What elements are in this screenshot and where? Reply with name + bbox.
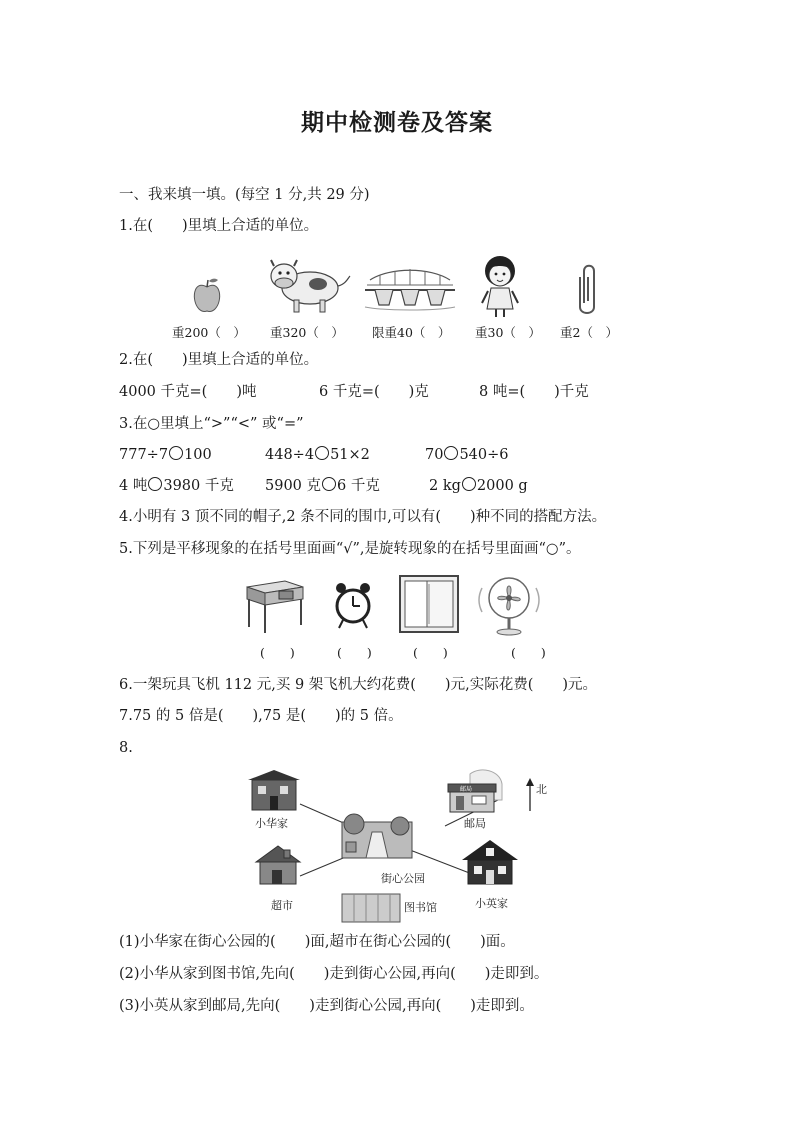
girl-icon	[482, 256, 518, 317]
post-office-icon	[448, 770, 502, 812]
library-label: 图书馆	[404, 901, 437, 914]
north-label: 北	[536, 783, 547, 796]
section-heading: 一、我来填一填。(每空 1 分,共 29 分)	[119, 187, 370, 203]
compare-circle[interactable]	[169, 446, 183, 460]
compare-circle[interactable]	[148, 477, 162, 491]
q1-label-girl: 重30（ ）	[475, 325, 541, 340]
q3-left: 5900 克	[265, 478, 322, 494]
q3-right: 100	[184, 447, 212, 463]
q3-left: 2 kg	[429, 478, 461, 494]
question-4: 4.小明有 3 顶不同的帽子,2 条不同的围巾,可以有( )种不同的搭配方法。	[119, 509, 607, 525]
q1-label-cow: 重320（ ）	[270, 325, 344, 340]
post-office-sign: 邮局	[460, 786, 473, 793]
q3-row-2	[119, 476, 528, 496]
q3-left: 777÷7	[119, 447, 169, 463]
q3-right: 6 千克	[337, 478, 380, 494]
xiaohua-home-icon	[248, 770, 300, 810]
xiaoying-home-icon	[462, 840, 518, 884]
compare-circle[interactable]	[444, 446, 458, 460]
compare-circle[interactable]	[322, 477, 336, 491]
library-icon	[342, 894, 400, 922]
question-8: 8.	[119, 740, 133, 756]
supermarket-label: 超市	[271, 899, 293, 912]
question-3: 3.在○里填上“>”“<” 或“=”	[119, 416, 304, 432]
q3-left: 4 吨	[119, 478, 148, 494]
paperclip-icon	[580, 266, 594, 313]
question-5: 5.下列是平移现象的在括号里面画“√”,是旋转现象的在括号里面画“○”。	[119, 541, 581, 557]
q5-answer-paren[interactable]: ( )	[413, 645, 448, 660]
q8-map	[240, 766, 560, 926]
q1-label-apple: 重200（ ）	[172, 325, 246, 340]
desk-drawer-icon	[247, 581, 303, 633]
park-label: 街心公园	[381, 872, 425, 885]
bridge-icon	[365, 269, 455, 310]
q3-left: 70	[425, 447, 444, 463]
question-1: 1.在( )里填上合适的单位。	[119, 218, 319, 234]
sliding-window-icon	[400, 576, 458, 632]
q8-sub-2: (2)小华从家到图书馆,先向( )走到街心公园,再向( )走即到。	[119, 966, 549, 982]
question-2: 2.在( )里填上合适的单位。	[119, 352, 319, 368]
q1-label-bridge: 限重40（ ）	[372, 325, 451, 340]
q8-sub-3: (3)小英从家到邮局,先向( )走到街心公园,再向( )走即到。	[119, 998, 534, 1014]
question-6: 6.一架玩具飞机 112 元,买 9 架飞机大约花费( )元,实际花费( )元。	[119, 677, 598, 693]
post-office-label: 邮局	[464, 817, 486, 830]
q2-item: 4000 千克=( )吨	[119, 384, 257, 400]
q2-item: 6 千克=( )克	[319, 384, 429, 400]
question-7: 7.75 的 5 倍是( ),75 是( )的 5 倍。	[119, 708, 403, 724]
q3-right: 51×2	[330, 447, 370, 463]
electric-fan-icon	[479, 578, 539, 635]
cow-icon	[271, 260, 350, 312]
compare-circle[interactable]	[462, 477, 476, 491]
q2-item: 8 吨=( )千克	[479, 384, 589, 400]
q3-row-1	[119, 445, 509, 465]
page-title: 期中检测卷及答案	[301, 110, 493, 136]
park-icon	[342, 814, 412, 858]
supermarket-icon	[256, 846, 300, 884]
q1-label-clip: 重2（ ）	[560, 325, 618, 340]
q3-left: 448÷4	[265, 447, 315, 463]
q5-pictures	[240, 572, 560, 638]
north-arrow	[526, 778, 547, 811]
q8-sub-1: (1)小华家在街心公园的( )面,超市在街心公园的( )面。	[119, 934, 515, 950]
apple-icon	[194, 279, 219, 312]
q3-right: 3980 千克	[163, 478, 234, 494]
q1-pictures	[160, 255, 640, 320]
q3-right: 540÷6	[459, 447, 509, 463]
q3-right: 2000 g	[476, 478, 528, 494]
xiaoying-home-label: 小英家	[475, 897, 508, 910]
q5-answer-paren[interactable]: ( )	[511, 645, 546, 660]
compare-circle[interactable]	[315, 446, 329, 460]
alarm-clock-icon	[336, 583, 370, 628]
q5-answer-paren[interactable]: ( )	[260, 645, 295, 660]
xiaohua-home-label: 小华家	[255, 817, 288, 830]
q2-items	[119, 382, 589, 402]
q5-answer-paren[interactable]: ( )	[337, 645, 372, 660]
